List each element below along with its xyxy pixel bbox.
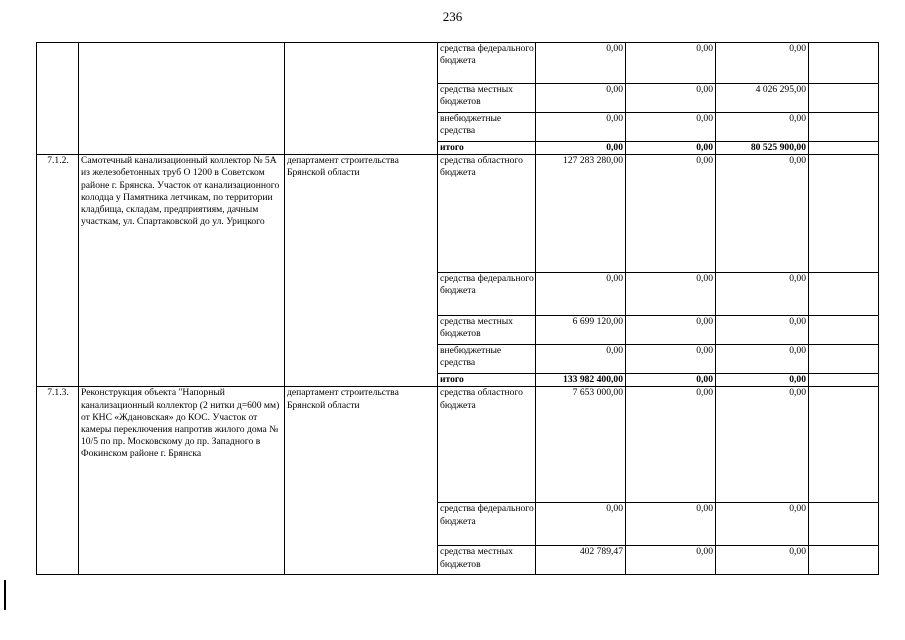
table-row [37,43,879,84]
value-cell: 0,00 [626,374,716,387]
source-cell: средства местных бюджетов [438,546,536,575]
value-cell: 127 283 280,00 [536,155,626,273]
source-cell: средства федерального бюджета [438,273,536,316]
value-cell: 0,00 [626,387,716,503]
value-cell: 0,00 [626,113,716,142]
table-row [37,155,879,273]
executor-cell [285,43,438,155]
empty-cell [809,345,879,374]
value-cell: 0,00 [716,155,809,273]
value-cell: 0,00 [626,155,716,273]
source-cell: итого [438,374,536,387]
source-cell: средства федерального бюджета [438,43,536,84]
value-cell: 0,00 [716,316,809,345]
table-row [37,387,879,503]
value-cell: 0,00 [536,503,626,546]
source-cell: внебюджетные средства [438,345,536,374]
empty-cell [809,374,879,387]
item-name-cell [79,43,285,155]
source-cell: средства областного бюджета [438,155,536,273]
value-cell: 0,00 [536,113,626,142]
source-cell: средства федерального бюджета [438,503,536,546]
item-number-cell: 7.1.2. [37,155,79,387]
empty-cell [809,113,879,142]
value-cell: 0,00 [536,142,626,155]
value-cell: 4 026 295,00 [716,84,809,113]
value-cell: 0,00 [626,43,716,84]
empty-cell [809,503,879,546]
budget-table [36,42,879,575]
value-cell: 0,00 [716,387,809,503]
margin-mark [4,580,6,610]
empty-cell [809,155,879,273]
value-cell: 80 525 900,00 [716,142,809,155]
value-cell: 0,00 [626,316,716,345]
value-cell: 0,00 [716,113,809,142]
item-name-cell: Самотечный канализационный коллектор № 5А из железобетонных труб О 1200 в Советском районе г. Брянска. Участок от канализационного колодца у Памятника летчикам, по территории кладбища, складам, предприятиям, дачным участкам, ул. Спартаковской до ул. Урицкого [79,155,285,387]
source-cell: внебюджетные средства [438,113,536,142]
value-cell: 0,00 [716,273,809,316]
value-cell: 0,00 [536,43,626,84]
empty-cell [809,387,879,503]
source-cell: средства областного бюджета [438,387,536,503]
item-number-cell: 7.1.3. [37,387,79,575]
value-cell: 0,00 [626,84,716,113]
value-cell: 0,00 [626,142,716,155]
value-cell: 402 789,47 [536,546,626,575]
empty-cell [809,84,879,113]
value-cell: 7 653 000,00 [536,387,626,503]
empty-cell [809,142,879,155]
page-number: 236 [442,9,463,24]
item-name-cell: Реконструкция объекта "Напорный канализационный коллектор (2 нитки д=600 мм) от КНС «Ждановская» до КОС. Участок от камеры переключения напротив жилого дома № 10/5 по пр. Московскому до пр. Западного в Фокинском районе г. Брянска [79,387,285,575]
value-cell: 0,00 [536,273,626,316]
source-cell: средства местных бюджетов [438,84,536,113]
value-cell: 0,00 [536,345,626,374]
value-cell: 0,00 [716,374,809,387]
value-cell: 0,00 [626,273,716,316]
item-number-cell [37,43,79,155]
empty-cell [809,43,879,84]
value-cell: 0,00 [716,503,809,546]
value-cell: 0,00 [536,84,626,113]
value-cell: 0,00 [716,345,809,374]
empty-cell [809,546,879,575]
value-cell: 133 982 400,00 [536,374,626,387]
source-cell: средства местных бюджетов [438,316,536,345]
value-cell: 0,00 [626,345,716,374]
value-cell: 0,00 [716,546,809,575]
executor-cell: департамент строительства Брянской области [285,155,438,387]
executor-cell: департамент строительства Брянской области [285,387,438,575]
value-cell: 0,00 [626,546,716,575]
source-cell: итого [438,142,536,155]
value-cell: 6 699 120,00 [536,316,626,345]
value-cell: 0,00 [716,43,809,84]
value-cell: 0,00 [626,503,716,546]
empty-cell [809,316,879,345]
empty-cell [809,273,879,316]
